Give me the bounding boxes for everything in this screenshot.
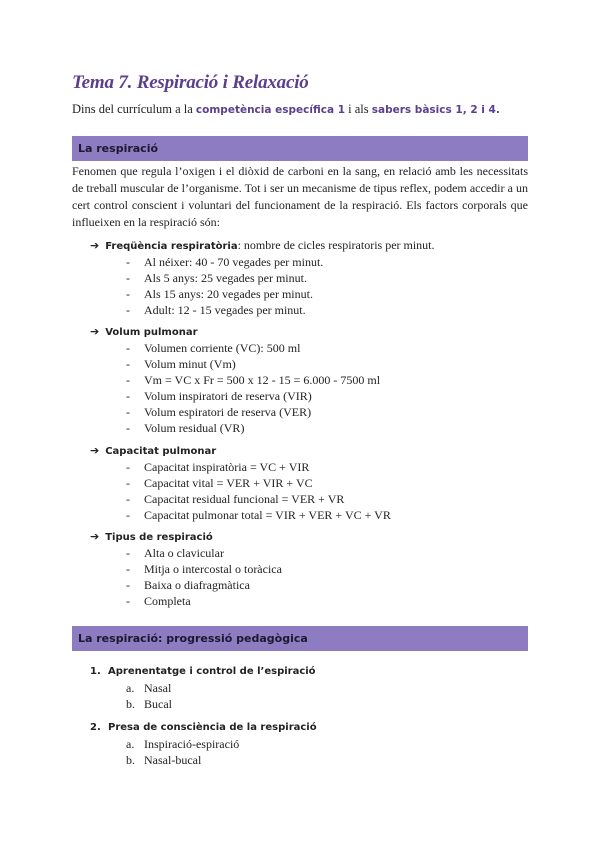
factor-group-capacitat bbox=[90, 442, 510, 523]
step-heading bbox=[90, 663, 510, 680]
step-heading-label: Presa de consciència de la respiració bbox=[108, 722, 317, 733]
subtitle-prefix: Dins del currículum a la bbox=[72, 102, 196, 116]
page-title: Tema 7. Respiració i Relaxació bbox=[72, 72, 309, 93]
factor-heading bbox=[90, 442, 510, 459]
dash-marker: - bbox=[126, 303, 130, 317]
factor-group-frequencia bbox=[90, 237, 510, 318]
dash-marker: - bbox=[126, 578, 130, 592]
list-item bbox=[90, 286, 510, 302]
list-item bbox=[90, 577, 510, 593]
factor-heading-label: Capacitat pulmonar bbox=[105, 446, 217, 457]
list-item bbox=[90, 736, 510, 752]
list-item-text: Bucal bbox=[144, 697, 172, 711]
dash-marker: - bbox=[126, 341, 130, 355]
list-item bbox=[90, 696, 510, 712]
arrow-icon: ➔ bbox=[90, 325, 100, 338]
step-number: 1. bbox=[90, 666, 101, 677]
dash-marker: - bbox=[126, 287, 130, 301]
list-item bbox=[90, 404, 510, 420]
arrow-icon: ➔ bbox=[90, 239, 100, 252]
factor-heading bbox=[90, 237, 510, 254]
arrow-icon: ➔ bbox=[90, 444, 100, 457]
subtitle-middle: i als bbox=[345, 102, 372, 116]
list-item-text: Volumen corriente (VC): 500 ml bbox=[144, 341, 301, 355]
factor-heading-label: Volum pulmonar bbox=[105, 327, 198, 338]
list-item-text: Nasal-bucal bbox=[144, 753, 202, 767]
dash-marker: - bbox=[126, 405, 130, 419]
list-item bbox=[90, 752, 510, 768]
dash-marker: - bbox=[126, 476, 130, 490]
factor-heading bbox=[90, 323, 510, 340]
list-item bbox=[90, 356, 510, 372]
letter-marker: a. bbox=[126, 681, 135, 695]
dash-marker: - bbox=[126, 271, 130, 285]
list-item-text: Volum inspiratori de reserva (VIR) bbox=[144, 389, 312, 403]
step-number: 2. bbox=[90, 722, 101, 733]
section-heading-respiracio: La respiració bbox=[72, 136, 528, 161]
list-item bbox=[90, 459, 510, 475]
subtitle bbox=[72, 102, 500, 117]
dash-marker: - bbox=[126, 421, 130, 435]
letter-marker: b. bbox=[126, 753, 135, 767]
list-item bbox=[90, 593, 510, 609]
list-item bbox=[90, 372, 510, 388]
list-item bbox=[90, 491, 510, 507]
list-item bbox=[90, 340, 510, 356]
factor-heading-label: Tipus de respiració bbox=[105, 532, 213, 543]
list-item-text: Volum minut (Vm) bbox=[144, 357, 236, 371]
list-item-text: Volum residual (VR) bbox=[144, 421, 245, 435]
list-item-text: Als 5 anys: 25 vegades per minut. bbox=[144, 271, 307, 285]
arrow-icon: ➔ bbox=[90, 530, 100, 543]
list-item-text: Inspiració-espiració bbox=[144, 737, 240, 751]
list-item bbox=[90, 420, 510, 436]
dash-marker: - bbox=[126, 594, 130, 608]
list-item-text: Vm = VC x Fr = 500 x 12 - 15 = 6.000 - 7500 ml bbox=[144, 373, 381, 387]
factor-description: : nombre de cicles respiratoris per minut. bbox=[237, 238, 435, 252]
list-item bbox=[90, 561, 510, 577]
factor-heading-label: Freqüència respiratòria bbox=[105, 241, 238, 252]
list-item-text: Completa bbox=[144, 594, 191, 608]
dash-marker: - bbox=[126, 373, 130, 387]
dash-marker: - bbox=[126, 255, 130, 269]
dash-marker: - bbox=[126, 460, 130, 474]
factor-heading bbox=[90, 528, 510, 545]
dash-marker: - bbox=[126, 492, 130, 506]
letter-marker: b. bbox=[126, 697, 135, 711]
list-item bbox=[90, 545, 510, 561]
list-item-text: Nasal bbox=[144, 681, 172, 695]
list-item bbox=[90, 475, 510, 491]
list-item bbox=[90, 302, 510, 318]
list-item-text: Capacitat inspiratòria = VC + VIR bbox=[144, 460, 310, 474]
list-item-text: Adult: 12 - 15 vegades per minut. bbox=[144, 303, 306, 317]
progression-step-2 bbox=[90, 719, 510, 768]
dash-marker: - bbox=[126, 562, 130, 576]
list-item-text: Capacitat pulmonar total = VIR + VER + VC + VR bbox=[144, 508, 391, 522]
list-item bbox=[90, 388, 510, 404]
dash-marker: - bbox=[126, 508, 130, 522]
step-heading bbox=[90, 719, 510, 736]
factor-group-tipus bbox=[90, 528, 510, 609]
dash-marker: - bbox=[126, 389, 130, 403]
list-item-text: Volum espiratori de reserva (VER) bbox=[144, 405, 312, 419]
dash-marker: - bbox=[126, 357, 130, 371]
list-item-text: Capacitat vital = VER + VIR + VC bbox=[144, 476, 313, 490]
progression-step-1 bbox=[90, 663, 510, 712]
list-item-text: Mitja o intercostal o toràcica bbox=[144, 562, 282, 576]
factor-group-volum bbox=[90, 323, 510, 436]
list-item-text: Als 15 anys: 20 vegades per minut. bbox=[144, 287, 313, 301]
list-item-text: Capacitat residual funcional = VER + VR bbox=[144, 492, 345, 506]
list-item-text: Baixa o diafragmàtica bbox=[144, 578, 250, 592]
list-item bbox=[90, 254, 510, 270]
subtitle-competence: competència específica 1 bbox=[195, 104, 346, 116]
list-item-text: Al néixer: 40 - 70 vegades per minut. bbox=[144, 255, 324, 269]
list-item-text: Alta o clavicular bbox=[144, 546, 224, 560]
step-heading-label: Aprenentatge i control de l’espiració bbox=[108, 666, 316, 677]
list-item bbox=[90, 270, 510, 286]
subtitle-knowledge: sabers bàsics 1, 2 i 4. bbox=[371, 104, 500, 116]
letter-marker: a. bbox=[126, 737, 135, 751]
intro-paragraph: Fenomen que regula l’oxigen i el diòxid de carboni en la sang, en relació amb les necessitats de treball muscular de l’organisme. Tot i ser un mecanisme de tipus reflex, podem accedir a un cert control conscient i voluntari del funcionament de la respiració. Els factors corporals que influeixen en la respiració són: bbox=[72, 164, 528, 229]
section-heading-progressio: La respiració: progressió pedagògica bbox=[72, 626, 528, 651]
list-item bbox=[90, 507, 510, 523]
list-item bbox=[90, 680, 510, 696]
dash-marker: - bbox=[126, 546, 130, 560]
